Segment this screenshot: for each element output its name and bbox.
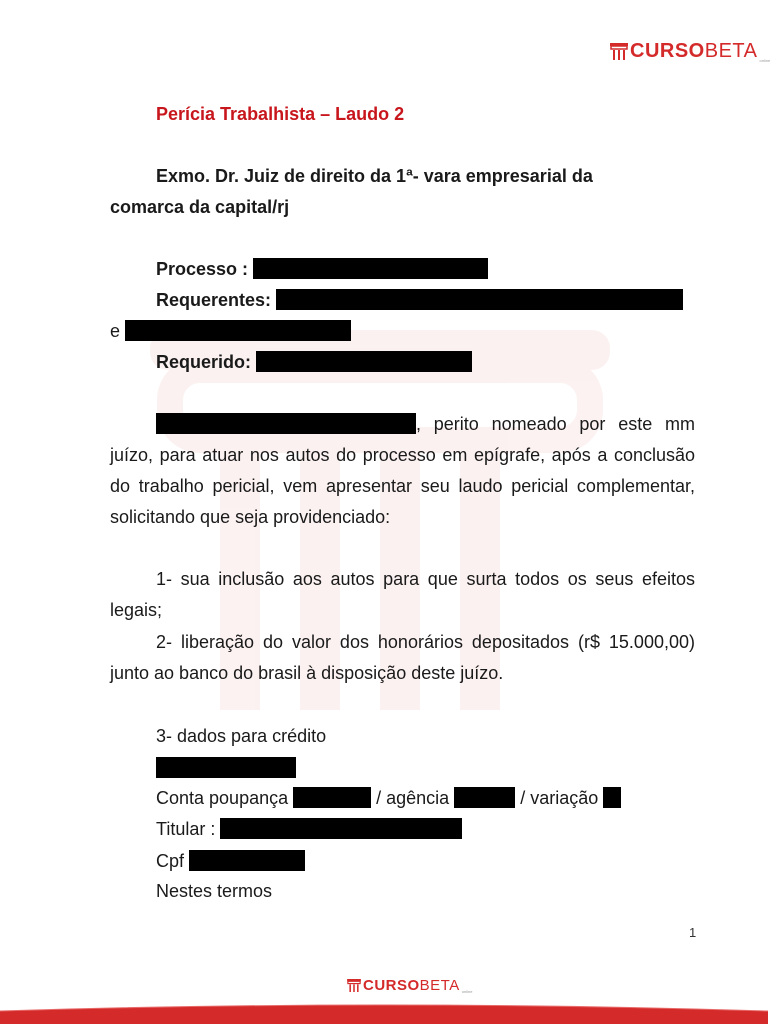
item-3: 3- dados para crédito (156, 726, 327, 746)
processo-label: Processo : (156, 259, 249, 279)
document-title: Perícia Trabalhista – Laudo 2 (156, 104, 405, 124)
cpf-row (156, 849, 305, 873)
redaction-conta (293, 787, 371, 808)
pillar-icon (610, 43, 628, 60)
brand-tagline: online (759, 58, 770, 63)
requerido-label: Requerido: (156, 352, 252, 372)
agencia-label: / agência (376, 788, 450, 808)
footer-brand-name-light: BETA (419, 977, 460, 994)
page-number: 1 (689, 925, 697, 940)
closing-text: Nestes termos (156, 881, 273, 901)
variacao-label: / variação (520, 788, 599, 808)
redaction-requerido (256, 351, 472, 372)
brand-name-light: BETA (704, 40, 758, 62)
conta-label: Conta poupança (156, 788, 289, 808)
brand-name-bold: CURSO (630, 40, 705, 62)
item-2 (110, 627, 695, 689)
footer-pillar-icon (347, 979, 361, 992)
redaction-bank (156, 757, 296, 778)
titular-row (156, 817, 462, 841)
titular-label: Titular : (156, 819, 216, 839)
redaction-perito-name (156, 413, 416, 434)
processo-row (156, 257, 488, 281)
redaction-agencia (454, 787, 515, 808)
redaction-processo (253, 258, 488, 279)
footer-brand-logo (347, 977, 472, 994)
account-row (156, 786, 621, 810)
addressee-line-2: comarca da capital/rj (110, 197, 290, 217)
footer-brand-tagline: online (461, 989, 473, 994)
footer-brand-name-bold: CURSO (363, 977, 420, 994)
item-1 (110, 564, 695, 626)
redaction-variacao (603, 787, 621, 808)
requerentes-label: Requerentes: (156, 290, 272, 310)
item-1-text: 1- sua inclusão aos autos para que surta todos os seus efeitos legais; (110, 569, 695, 620)
addressee-line-1: Exmo. Dr. Juiz de direito da 1ª- vara empresarial da (156, 166, 593, 186)
cpf-label: Cpf (156, 851, 185, 871)
requerido-row (156, 350, 472, 374)
intro-suffix: , perito nomeado por este mm (416, 414, 695, 434)
intro-paragraph (110, 409, 695, 533)
bank-name-row (156, 756, 296, 780)
redaction-requerentes (276, 289, 683, 310)
brand-logo (610, 40, 770, 63)
redaction-requerente-2 (125, 320, 351, 341)
requerentes-row-2 (110, 319, 351, 343)
redaction-titular (220, 818, 462, 839)
redaction-cpf (189, 850, 305, 871)
requerentes-row (156, 288, 683, 312)
item-2-text: 2- liberação do valor dos honorários depositados (r$ 15.000,00) junto ao banco do brasil à disposição deste juízo. (110, 632, 695, 683)
footer-band (0, 1003, 768, 1024)
e-label: e (110, 321, 121, 341)
intro-body: juízo, para atuar nos autos do processo em epígrafe, após a conclusão do trabalho pericial, vem apresentar seu laudo pericial complementar, solicitando que seja providenciado: (110, 445, 695, 527)
